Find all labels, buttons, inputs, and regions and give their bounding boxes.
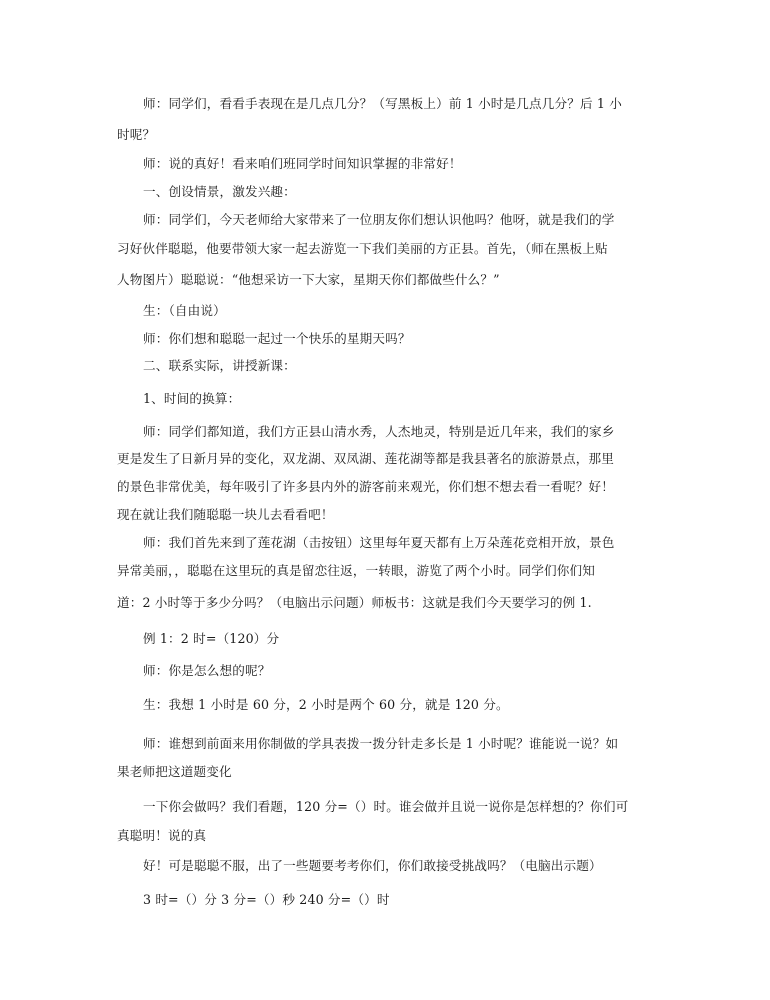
paragraph-line: 道：2 小时等于多少分吗？（电脑出示问题）师板书：这就是我们今天要学习的例 1. bbox=[117, 595, 592, 610]
paragraph-line: 时呢？ bbox=[117, 127, 156, 142]
paragraph-line: 人物图片）聪聪说：“他想采访一下大家，星期天你们都做些什么？” bbox=[117, 272, 500, 287]
subsection-heading: 1、时间的换算： bbox=[143, 391, 241, 406]
section-heading: 一、创设情景，激发兴趣： bbox=[143, 184, 296, 199]
paragraph-line: 生：（自由说） bbox=[143, 303, 226, 318]
paragraph-line: 的景色非常优美，每年吸引了许多县内外的游客前来观光，你们想不想去看一看呢？好！ bbox=[117, 479, 615, 494]
paragraph-line: 生：我想 1 小时是 60 分，2 小时是两个 60 分，就是 120 分。 bbox=[143, 697, 509, 712]
example-line: 例 1：2 时=（120）分 bbox=[143, 631, 280, 646]
paragraph-line: 现在就让我们随聪聪一块儿去看看吧！ bbox=[117, 507, 334, 522]
paragraph-line: 异常美丽，，聪聪在这里玩的真是留恋往返，一转眼，游览了两个小时。同学们你们知 bbox=[117, 563, 595, 578]
paragraph-line: 习好伙伴聪聪，他要带领大家一起去游览一下我们美丽的方正县。首先，（师在黑板上贴 bbox=[117, 241, 608, 256]
exercise-line: 3 时=（）分 3 分=（）秒 240 分=（）时 bbox=[143, 892, 390, 907]
paragraph-line: 真聪明！说的真 bbox=[117, 828, 207, 843]
paragraph-line: 师：你是怎么想的呢？ bbox=[143, 663, 271, 678]
paragraph-line: 一下你会做吗？我们看题，120 分=（）时。谁会做并且说一说你是怎样想的？你们可 bbox=[143, 799, 629, 814]
paragraph-line: 好！可是聪聪不服，出了一些题要考考你们，你们敢接受挑战吗？（电脑出示题） bbox=[143, 858, 602, 873]
paragraph-line: 师：同学们，今天老师给大家带来了一位朋友你们想认识他吗？他呀，就是我们的学 bbox=[143, 212, 615, 227]
paragraph-line: 果老师把这道题变化 bbox=[117, 764, 232, 779]
paragraph-line: 师：我们首先来到了莲花湖（击按钮）这里每年夏天都有上万朵莲花竞相开放，景色 bbox=[143, 535, 615, 550]
paragraph-line: 师：你们想和聪聪一起过一个快乐的星期天吗？ bbox=[143, 331, 411, 346]
paragraph-line: 更是发生了日新月异的变化，双龙湖、双凤湖、莲花湖等都是我县著名的旅游景点，那里 bbox=[117, 451, 615, 466]
section-heading: 二、联系实际，讲授新课： bbox=[143, 358, 296, 373]
paragraph-line: 师：谁想到前面来用你制做的学具表拨一拨分针走多长是 1 小时呢？谁能说一说？如 bbox=[143, 736, 619, 751]
paragraph-line: 师：说的真好！看来咱们班同学时间知识掌握的非常好！ bbox=[143, 156, 462, 171]
paragraph-line: 师：同学们都知道，我们方正县山清水秀，人杰地灵，特别是近几年来，我们的家乡 bbox=[143, 424, 615, 439]
paragraph-line: 师：同学们，看看手表现在是几点几分？（写黑板上）前 1 小时是几点几分？后 1 小 bbox=[143, 96, 622, 111]
